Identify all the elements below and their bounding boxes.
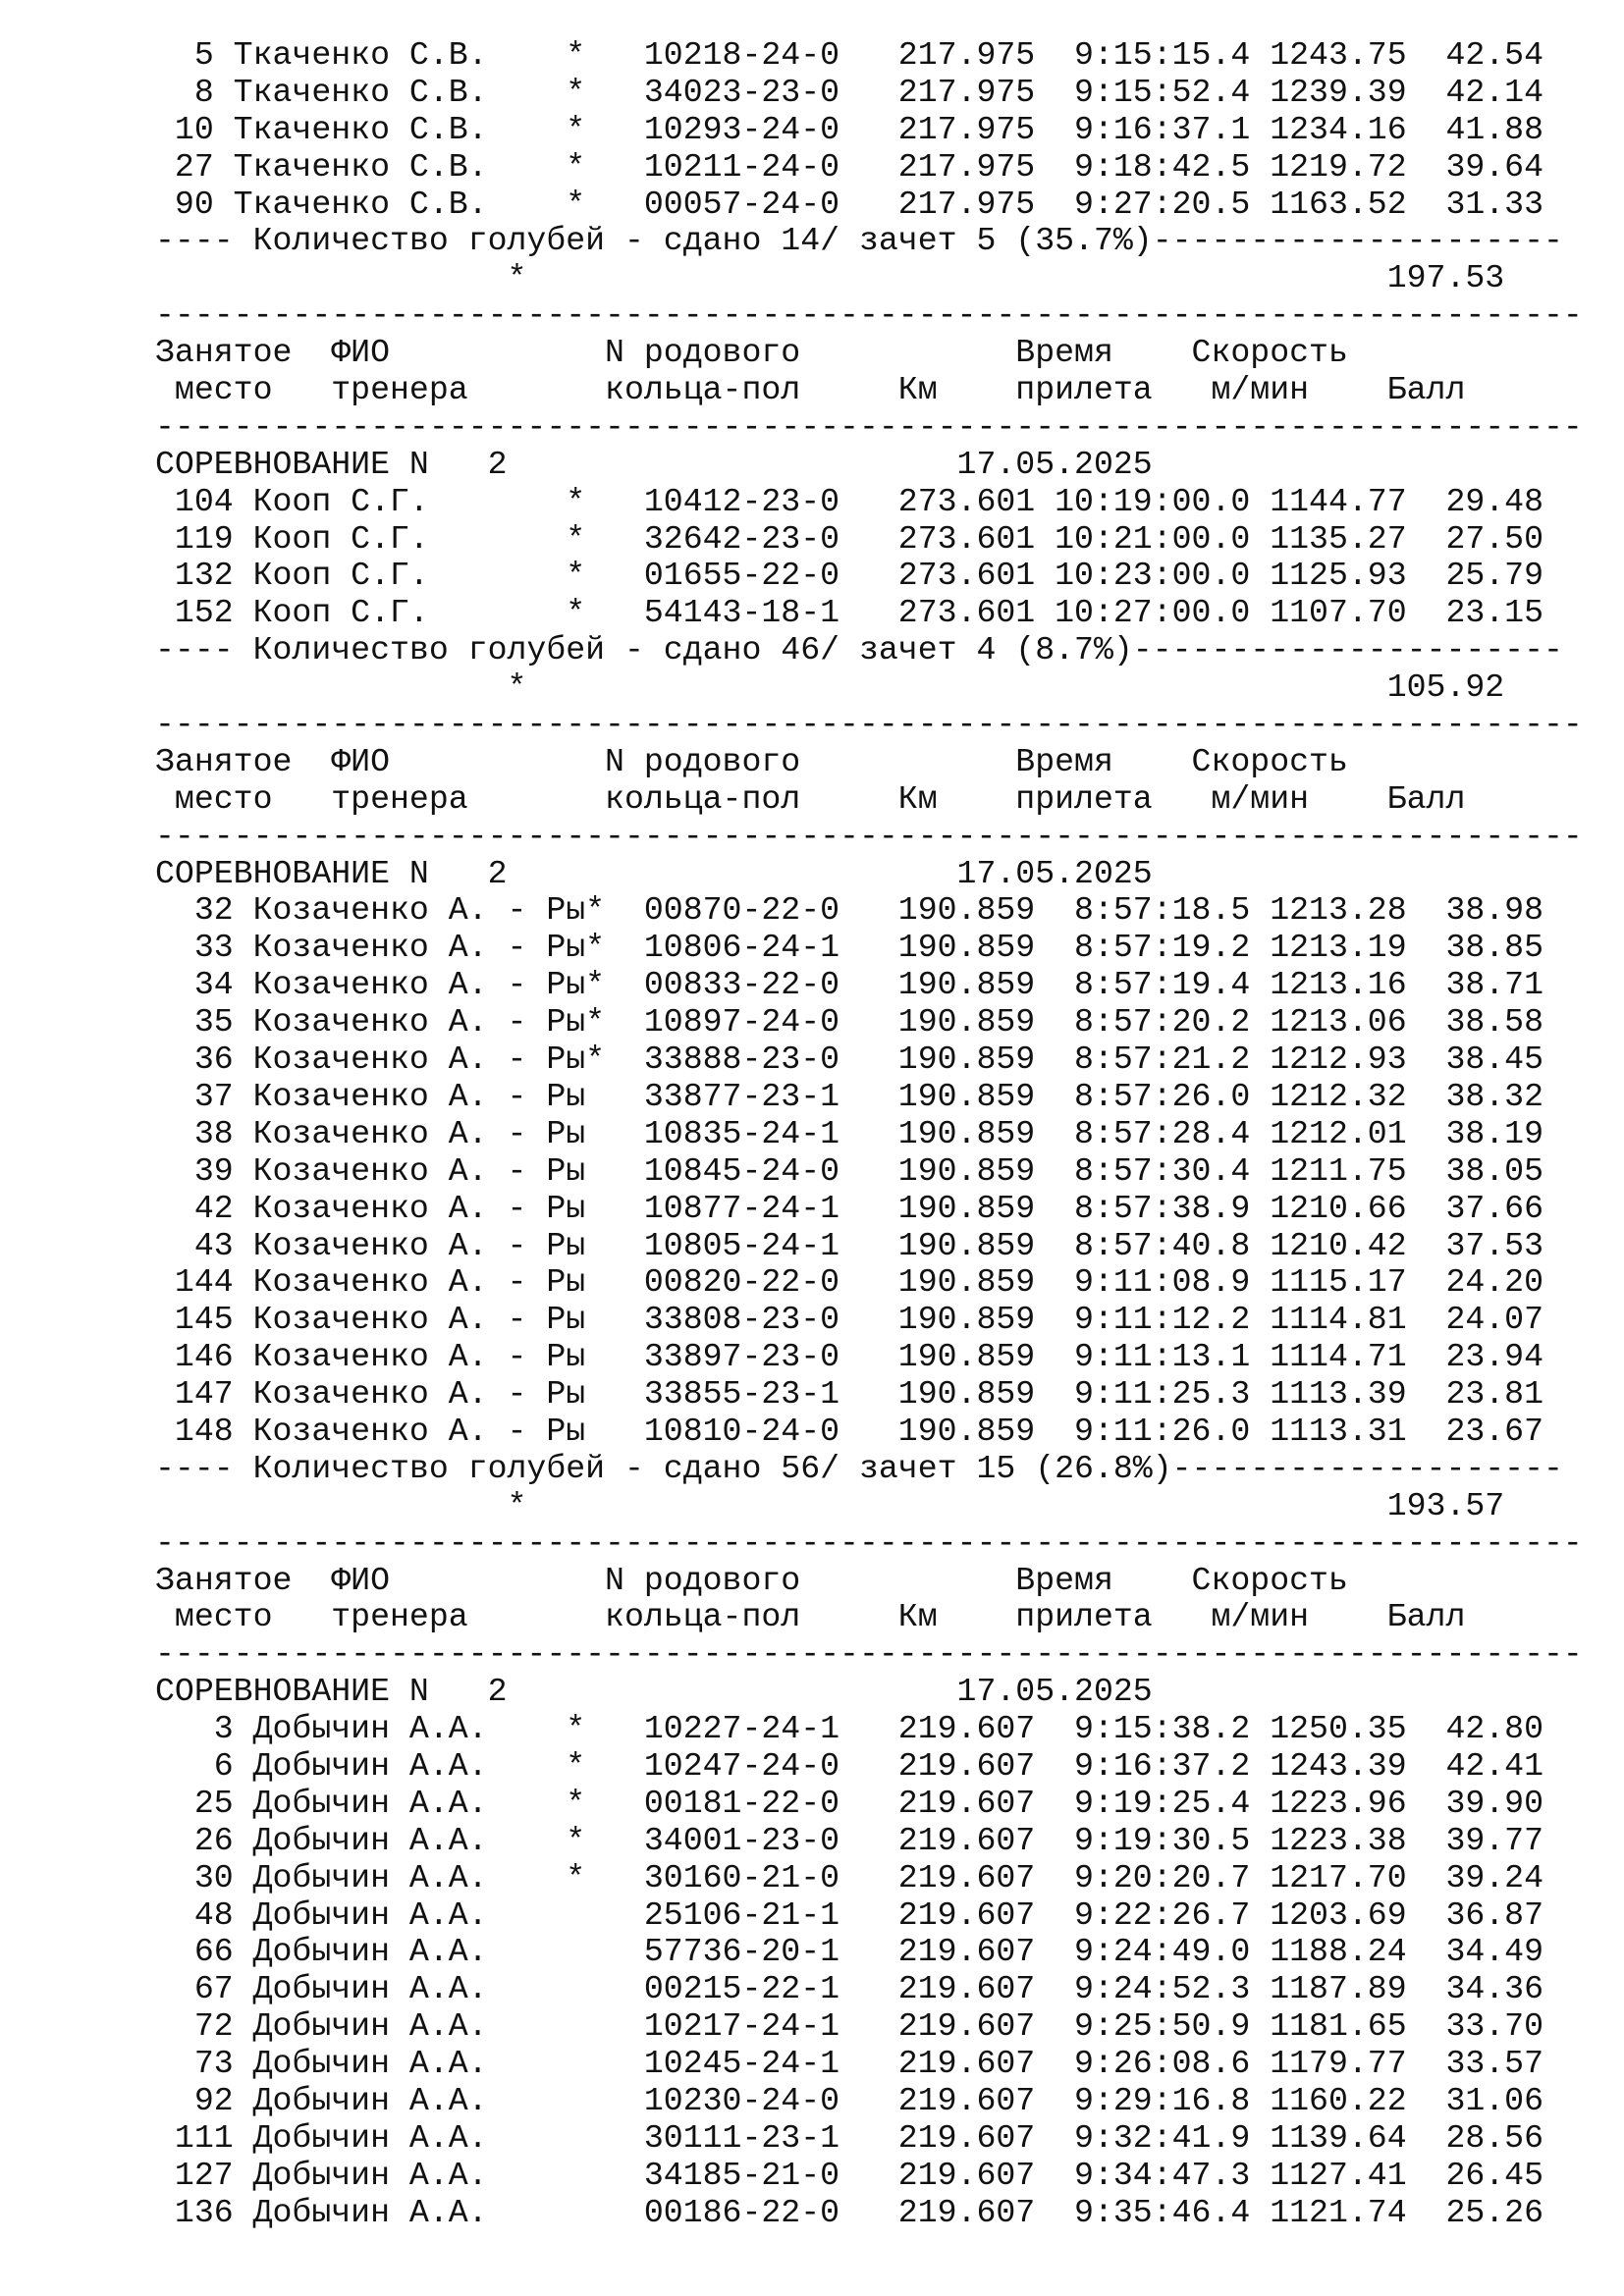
column-header: Занятое ФИО N родового Время Скорость <box>155 1561 1348 1599</box>
result-row: 26 Добычин А.А. * 34001-23-0 219.607 9:19:30.5 1223.38 39.77 <box>155 1821 1544 1859</box>
summary-line: ---- Количество голубей - сдано 56/ зачет 15 (26.8%)-------------------- <box>155 1449 1563 1487</box>
result-row: 152 Кооп С.Г. * 54143-18-1 273.601 10:27:00.0 1107.70 23.15 <box>155 594 1544 632</box>
result-row: 42 Козаченко А. - Ры 10877-24-1 190.859 8:57:38.9 1210.66 37.66 <box>155 1189 1544 1227</box>
competition-header: СОРЕВНОВАНИЕ N 2 17.05.2025 <box>155 445 1153 483</box>
result-row: 148 Козаченко А. - Ры 10810-24-0 190.859 9:11:26.0 1113.31 23.67 <box>155 1412 1544 1450</box>
result-row: 3 Добычин А.А. * 10227-24-1 219.607 9:15:38.2 1250.35 42.80 <box>155 1710 1544 1748</box>
result-row: 48 Добычин А.А. 25106-21-1 219.607 9:22:26.7 1203.69 36.87 <box>155 1896 1544 1934</box>
summary-line: ---- Количество голубей - сдано 14/ зачет 5 (35.7%)--------------------- <box>155 222 1563 260</box>
divider-line: ------------------------------------------------------------------------- <box>155 407 1583 446</box>
result-row: 6 Добычин А.А. * 10247-24-0 219.607 9:16:37.2 1243.39 42.41 <box>155 1746 1544 1785</box>
result-row: 90 Ткаченко С.В. * 00057-24-0 217.975 9:27:20.5 1163.52 31.33 <box>155 185 1544 223</box>
result-row: 146 Козаченко А. - Ры 33897-23-0 190.859 9:11:13.1 1114.71 23.94 <box>155 1338 1544 1376</box>
result-row: 119 Кооп С.Г. * 32642-23-0 273.601 10:21:00.0 1135.27 27.50 <box>155 519 1544 558</box>
total-score-line: * 105.92 <box>155 668 1505 707</box>
column-header: Занятое ФИО N родового Время Скорость <box>155 334 1348 372</box>
result-row: 35 Козаченко А. - Ры* 10897-24-0 190.859 8:57:20.2 1213.06 38.58 <box>155 1003 1544 1041</box>
column-header: место тренера кольца-пол Км прилета м/мин Балл <box>155 779 1466 818</box>
result-row: 144 Козаченко А. - Ры 00820-22-0 190.859 9:11:08.9 1115.17 24.20 <box>155 1263 1544 1302</box>
result-row: 132 Кооп С.Г. * 01655-22-0 273.601 10:23:00.0 1125.93 25.79 <box>155 557 1544 595</box>
result-row: 36 Козаченко А. - Ры* 33888-23-0 190.859 8:57:21.2 1212.93 38.45 <box>155 1041 1544 1079</box>
result-row: 111 Добычин А.А. 30111-23-1 219.607 9:32:41.9 1139.64 28.56 <box>155 2118 1544 2157</box>
result-row: 34 Козаченко А. - Ры* 00833-22-0 190.859 8:57:19.4 1213.16 38.71 <box>155 966 1544 1004</box>
result-row: 25 Добычин А.А. * 00181-22-0 219.607 9:19:25.4 1223.96 39.90 <box>155 1784 1544 1822</box>
result-row: 5 Ткаченко С.В. * 10218-24-0 217.975 9:15:15.4 1243.75 42.54 <box>155 36 1544 74</box>
result-row: 72 Добычин А.А. 10217-24-1 219.607 9:25:50.9 1181.65 33.70 <box>155 2007 1544 2046</box>
result-row: 147 Козаченко А. - Ры 33855-23-1 190.859 9:11:25.3 1113.39 23.81 <box>155 1375 1544 1414</box>
result-row: 27 Ткаченко С.В. * 10211-24-0 217.975 9:18:42.5 1219.72 39.64 <box>155 147 1544 186</box>
competition-header: СОРЕВНОВАНИЕ N 2 17.05.2025 <box>155 854 1153 892</box>
result-row: 127 Добычин А.А. 34185-21-0 219.607 9:34:47.3 1127.41 26.45 <box>155 2156 1544 2194</box>
column-header: место тренера кольца-пол Км прилета м/мин Балл <box>155 371 1466 409</box>
divider-line: ------------------------------------------------------------------------- <box>155 296 1583 335</box>
result-row: 39 Козаченко А. - Ры 10845-24-0 190.859 8:57:30.4 1211.75 38.05 <box>155 1151 1544 1190</box>
result-row: 38 Козаченко А. - Ры 10835-24-1 190.859 8:57:28.4 1212.01 38.19 <box>155 1114 1544 1152</box>
summary-line: ---- Количество голубей - сдано 46/ зачет 4 (8.7%)---------------------- <box>155 631 1563 669</box>
total-score-line: * 193.57 <box>155 1486 1505 1524</box>
result-row: 66 Добычин А.А. 57736-20-1 219.607 9:24:49.0 1188.24 34.49 <box>155 1933 1544 1971</box>
result-row: 136 Добычин А.А. 00186-22-0 219.607 9:35:46.4 1121.74 25.26 <box>155 2193 1544 2231</box>
result-row: 92 Добычин А.А. 10230-24-0 219.607 9:29:16.8 1160.22 31.06 <box>155 2081 1544 2119</box>
result-row: 67 Добычин А.А. 00215-22-1 219.607 9:24:52.3 1187.89 34.36 <box>155 1970 1544 2008</box>
results-report <box>155 37 1583 2232</box>
divider-line: ------------------------------------------------------------------------- <box>155 817 1583 855</box>
result-row: 43 Козаченко А. - Ры 10805-24-1 190.859 8:57:40.8 1210.42 37.53 <box>155 1226 1544 1264</box>
result-row: 73 Добычин А.А. 10245-24-1 219.607 9:26:08.6 1179.77 33.57 <box>155 2045 1544 2083</box>
divider-line: ------------------------------------------------------------------------- <box>155 706 1583 744</box>
column-header: Занятое ФИО N родового Время Скорость <box>155 742 1348 780</box>
divider-line: ------------------------------------------------------------------------- <box>155 1523 1583 1562</box>
total-score-line: * 197.53 <box>155 259 1505 297</box>
result-row: 37 Козаченко А. - Ры 33877-23-1 190.859 8:57:26.0 1212.32 38.32 <box>155 1077 1544 1115</box>
result-row: 10 Ткаченко С.В. * 10293-24-0 217.975 9:16:37.1 1234.16 41.88 <box>155 110 1544 148</box>
competition-header: СОРЕВНОВАНИЕ N 2 17.05.2025 <box>155 1673 1153 1711</box>
result-row: 8 Ткаченко С.В. * 34023-23-0 217.975 9:15:52.4 1239.39 42.14 <box>155 73 1544 111</box>
result-row: 33 Козаченко А. - Ры* 10806-24-1 190.859 8:57:19.2 1213.19 38.85 <box>155 929 1544 967</box>
result-row: 30 Добычин А.А. * 30160-21-0 219.607 9:20:20.7 1217.70 39.24 <box>155 1858 1544 1896</box>
column-header: место тренера кольца-пол Км прилета м/мин Балл <box>155 1598 1466 1636</box>
result-row: 145 Козаченко А. - Ры 33808-23-0 190.859 9:11:12.2 1114.81 24.07 <box>155 1301 1544 1339</box>
divider-line: ------------------------------------------------------------------------- <box>155 1635 1583 1674</box>
result-row: 32 Козаченко А. - Ры* 00870-22-0 190.859 8:57:18.5 1213.28 38.98 <box>155 891 1544 930</box>
result-row: 104 Кооп С.Г. * 10412-23-0 273.601 10:19:00.0 1144.77 29.48 <box>155 482 1544 520</box>
